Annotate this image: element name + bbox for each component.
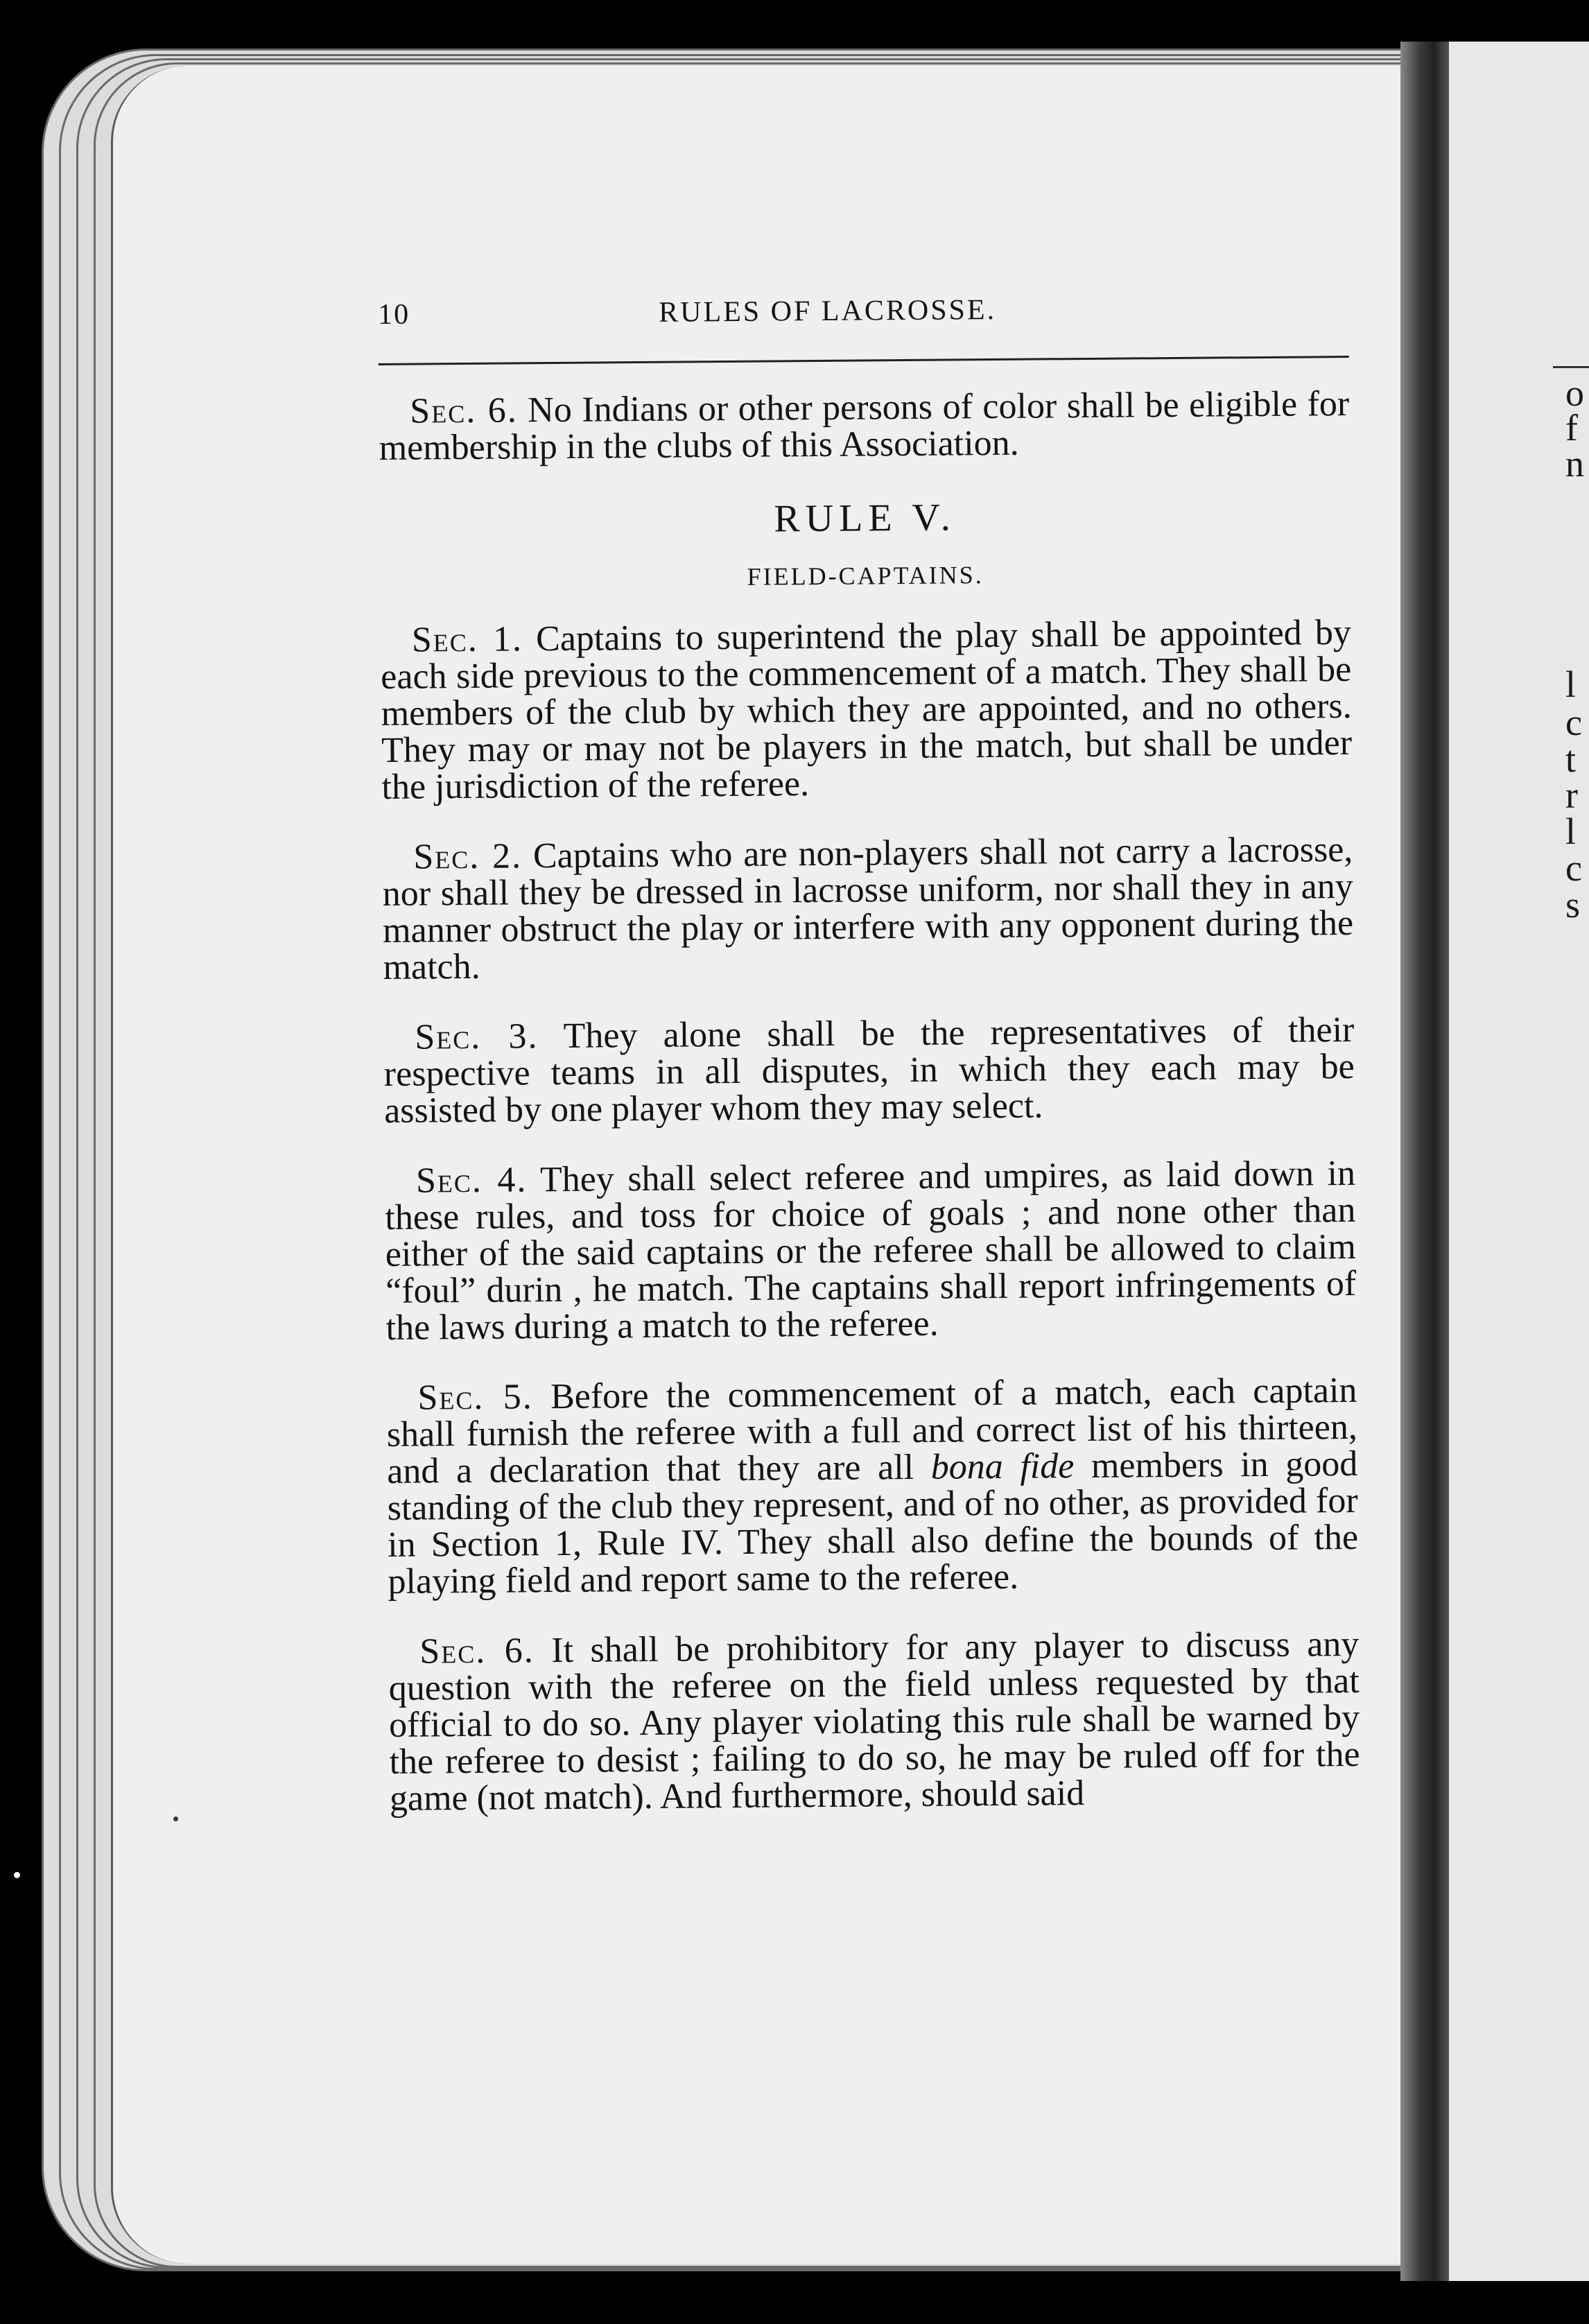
facing-page-fragment: r [1565, 774, 1578, 816]
facing-page-fragment: l [1565, 810, 1577, 852]
section-label: Sec. 1. [411, 619, 523, 660]
section-label: Sec. 4. [415, 1160, 528, 1201]
italic-term: bona fide [930, 1446, 1075, 1487]
header-rule [379, 356, 1349, 365]
section-paragraph [386, 1372, 1358, 1600]
page-number: 10 [378, 298, 410, 331]
section-label: Sec. 3. [415, 1016, 539, 1057]
book-gutter [1400, 42, 1449, 2281]
section-text: Captains who are non-players shall not carry a lacrosse, nor shall they be dressed in lacrosse uniform, nor shall they in any manner obstruct the play or interfere with any opponent during the match. [382, 829, 1354, 987]
section-label: Sec. 2. [413, 836, 523, 877]
page-content [378, 290, 1361, 1850]
facing-page-fragment: c [1565, 847, 1582, 889]
facing-page [1449, 42, 1589, 2281]
running-head: RULES OF LACROSSE. [658, 293, 997, 329]
facing-page-rule [1553, 366, 1589, 368]
section-paragraph [381, 614, 1353, 806]
facing-page-fragment: l [1565, 664, 1577, 705]
section-paragraph [382, 831, 1354, 986]
scan-speck [173, 1816, 178, 1821]
section-text: They shall select referee and umpires, as laid down in these rules, and toss for choice of goals ; and none other than either of the said captains or the referee shall be allowed to claim “foul” durin , he match. The captains shall report infringements of the laws during a match to the referee. [385, 1153, 1357, 1348]
facing-page-fragment: t [1565, 738, 1577, 780]
page-header [378, 290, 1349, 347]
section-text: It shall be prohibitory for any player to discuss any question with the referee on the field unless requested by that official to do so. Any player violating this rule shall be warned by the referee to desist ; failing to do so, he may be ruled off for the game (not match). And furthermore, should said [388, 1624, 1360, 1819]
scan-speck [14, 1872, 20, 1878]
facing-page-fragment: o [1565, 372, 1584, 414]
intro-paragraph [379, 385, 1350, 467]
section-label: Sec. 6. [419, 1631, 535, 1672]
section-text: Before the commencement of a match, each captain shall furnish the referee with a full and correct list of his thirteen, and a declaration that they are all [386, 1370, 1358, 1491]
section-text: They alone shall be the representatives of their respective teams in all disputes, in which they each may be assisted by one player whom they may select. [383, 1009, 1355, 1131]
section-text: members in good standing of the club they represent, and of no other, as provided for in Section 1, Rule IV. They shall also define the bounds of the playing field and report same to the referee. [387, 1443, 1359, 1602]
facing-page-fragment: c [1565, 702, 1582, 743]
section-text: Captains to superintend the play shall be appointed by each side previous to the commencement of a match. They shall be members of the club by which they are appointed, and no others. They may or may not be players in the match, but shall be under the jurisdiction of the referee. [381, 612, 1353, 807]
section-label: Sec. 5. [417, 1377, 533, 1418]
rule-subtitle: FIELD-CAPTAINS. [747, 561, 984, 591]
facing-page-fragment: s [1565, 884, 1581, 926]
facing-page-fragment: n [1565, 443, 1584, 485]
section-label: Sec. 6. [410, 390, 518, 431]
section-text: No Indians or other persons of color shall be eligible for membership in the clubs of this Association. [379, 384, 1350, 468]
rule-title: RULE V. [774, 496, 956, 541]
section-paragraph [385, 1155, 1357, 1346]
section-paragraph [388, 1626, 1360, 1817]
facing-page-fragment: f [1565, 407, 1578, 449]
section-paragraph [383, 1009, 1355, 1131]
